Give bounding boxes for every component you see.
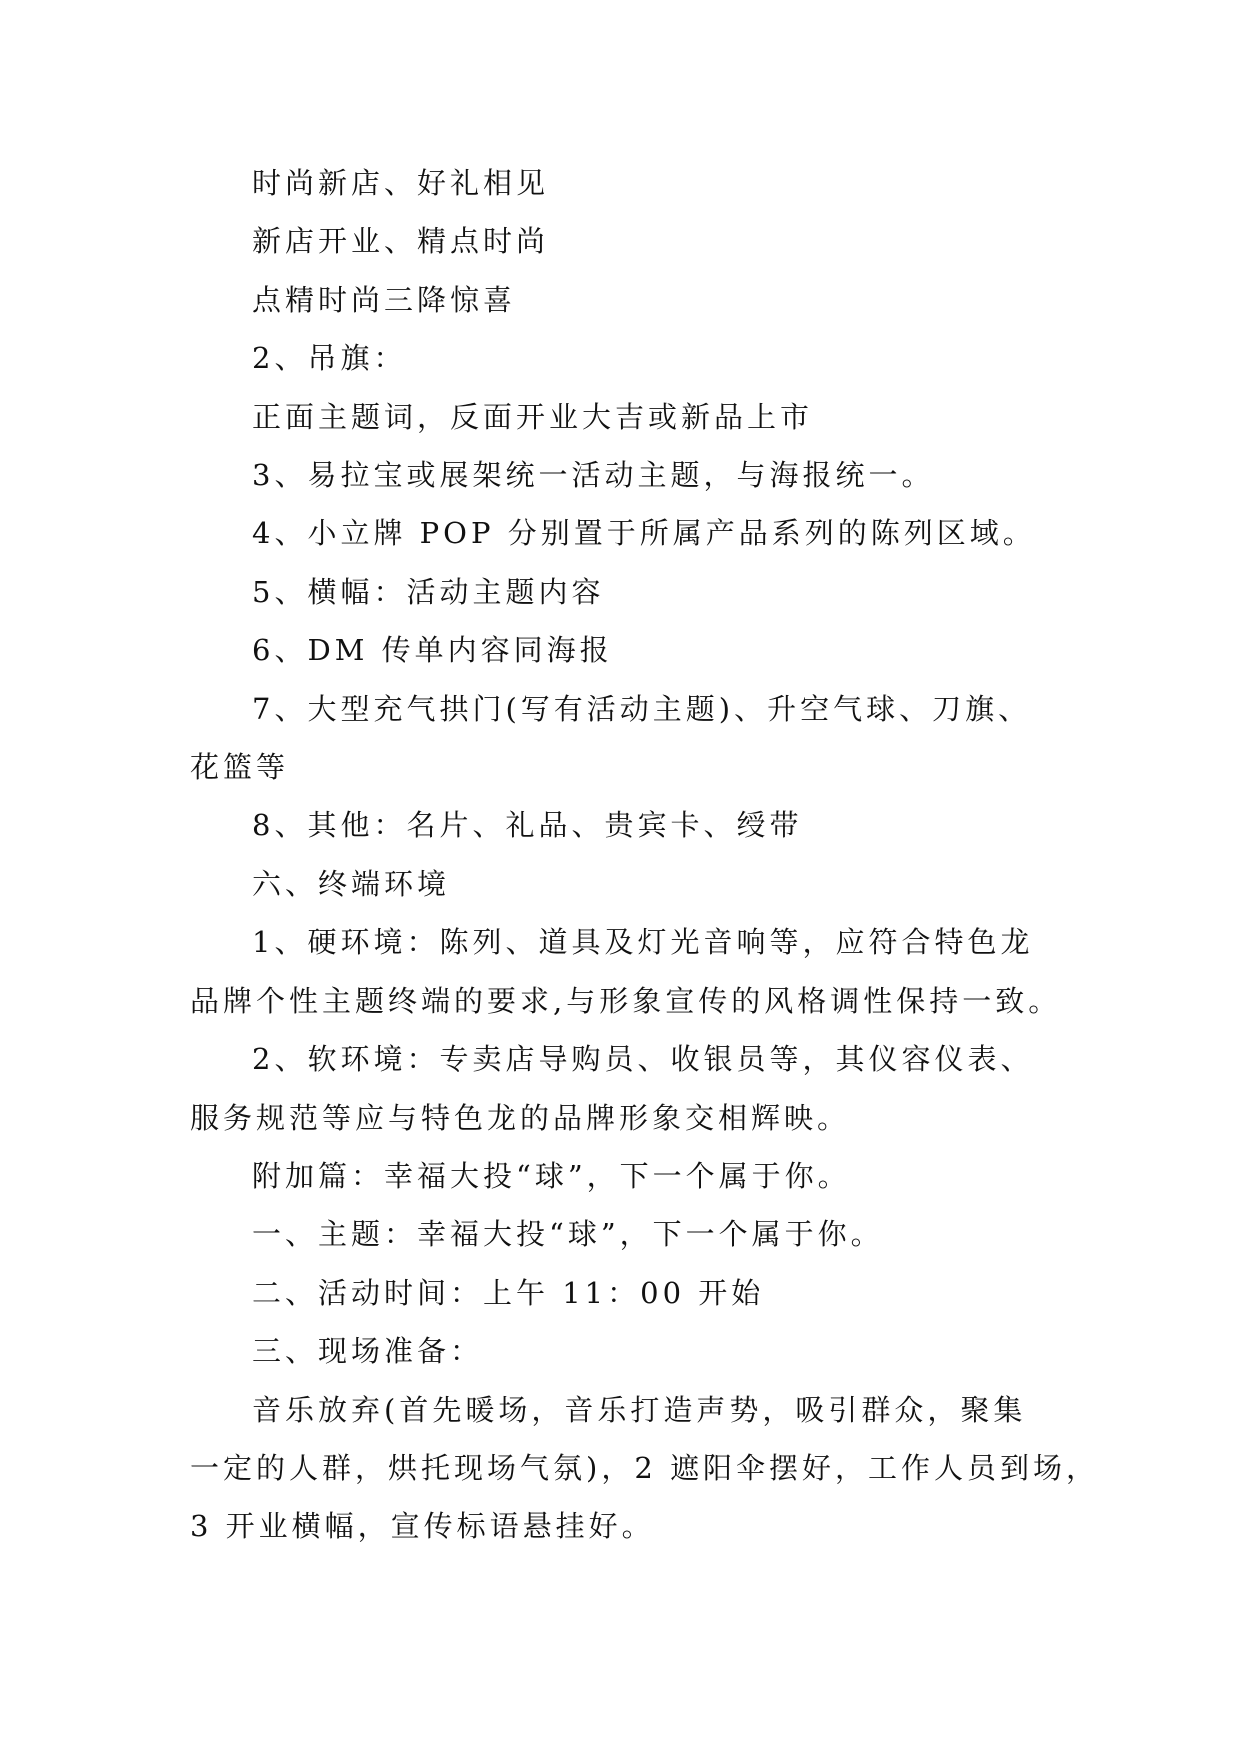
paragraph: 三、现场准备： [252, 1334, 484, 1369]
paragraph: 品牌个性主题终端的要求,与形象宣传的风格调性保持一致。 [190, 983, 1062, 1018]
paragraph: 时尚新店、好礼相见 [252, 166, 550, 200]
paragraph: 5、横幅：活动主题内容 [252, 574, 605, 609]
paragraph: 3、易拉宝或展架统一活动主题，与海报统一。 [252, 458, 935, 493]
paragraph: 正面主题词，反面开业大吉或新品上市 [252, 399, 814, 434]
paragraph: 新店开业、精点时尚 [252, 224, 550, 259]
paragraph: 音乐放弃(首先暖场，音乐打造声势，吸引群众，聚集 [252, 1392, 1027, 1427]
paragraph: 二、活动时间：上午 11：00 开始 [252, 1275, 765, 1310]
section-heading: 六、终端环境 [252, 866, 451, 901]
paragraph: 3 开业横幅，宣传标语悬挂好。 [190, 1509, 655, 1544]
paragraph: 一、主题：幸福大投“球”，下一个属于你。 [252, 1217, 884, 1252]
paragraph: 8、其他：名片、礼品、贵宾卡、绶带 [252, 808, 803, 843]
paragraph: 服务规范等应与特色龙的品牌形象交相辉映。 [190, 1100, 851, 1135]
paragraph: 7、大型充气拱门(写有活动主题)、升空气球、刀旗、 [252, 691, 1032, 726]
section-heading: 附加篇：幸福大投“球”，下一个属于你。 [252, 1158, 851, 1193]
paragraph: 1、硬环境：陈列、道具及灯光音响等，应符合特色龙 [252, 925, 1034, 960]
paragraph: 2、吊旗： [252, 341, 407, 376]
paragraph: 花篮等 [190, 750, 290, 785]
paragraph: 点精时尚三降惊喜 [252, 282, 517, 317]
paragraph: 一定的人群，烘托现场气氛)，2 遮阳伞摆好，工作人员到场， [190, 1450, 1099, 1485]
document-body [190, 154, 1099, 1556]
paragraph: 4、小立牌 POP 分别置于所属产品系列的陈列区域。 [252, 516, 1036, 551]
paragraph: 6、DM 传单内容同海报 [252, 633, 613, 668]
paragraph: 2、软环境：专卖店导购员、收银员等，其仪容仪表、 [252, 1042, 1034, 1077]
